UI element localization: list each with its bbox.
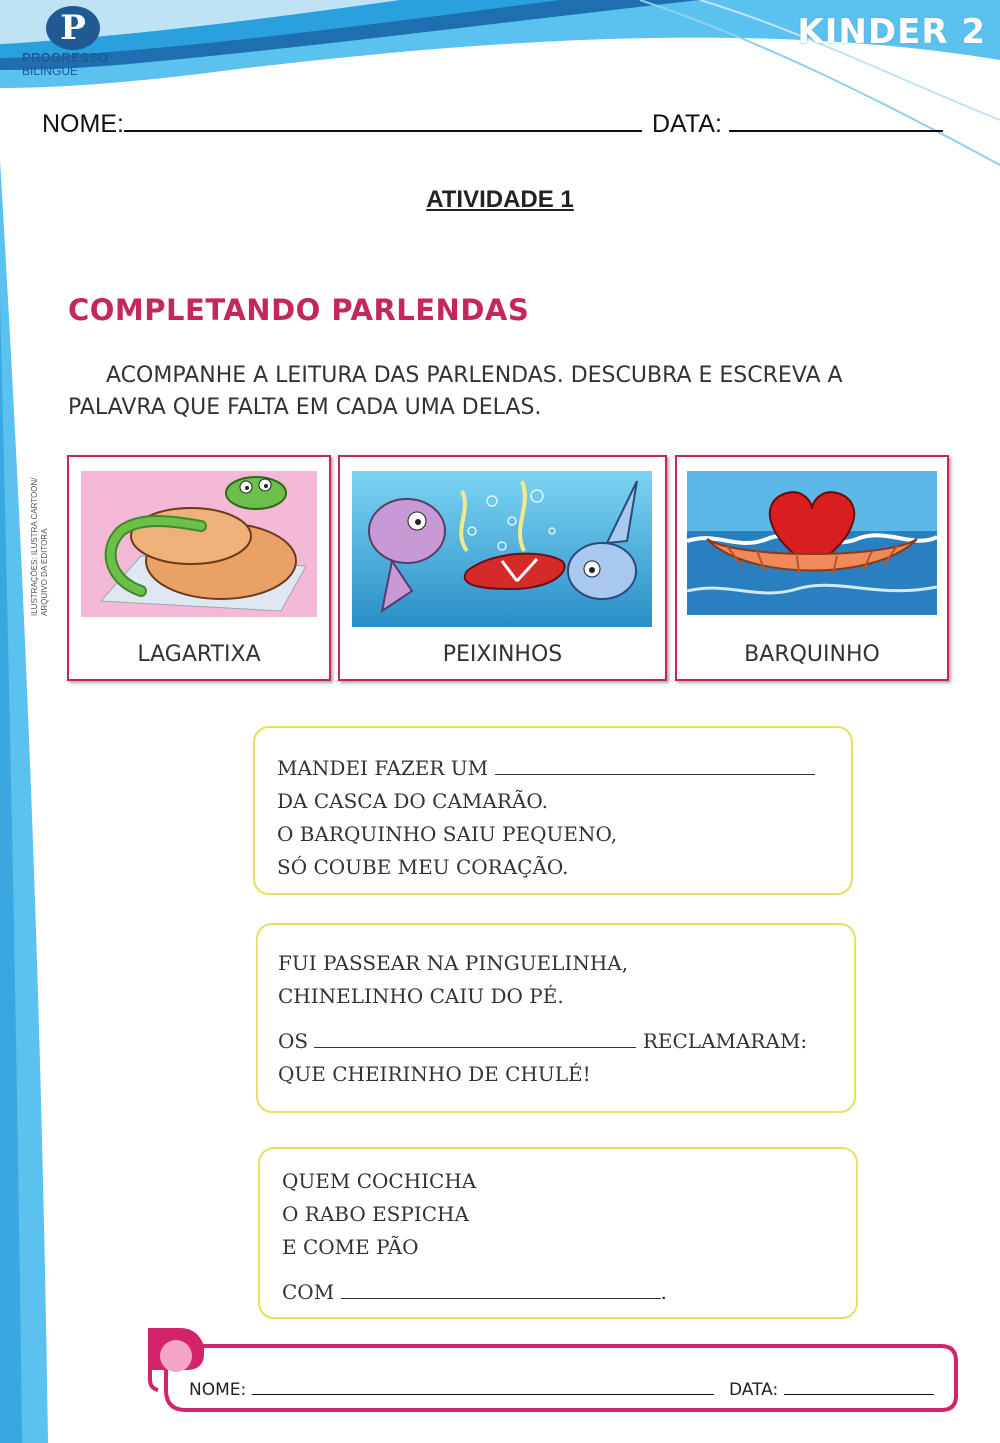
logo-icon: P bbox=[46, 6, 100, 50]
poem-box-1 bbox=[253, 726, 853, 895]
heart-boat-icon bbox=[687, 471, 937, 615]
fish-flipflop-icon bbox=[352, 471, 652, 627]
name-field bbox=[42, 106, 642, 139]
footer-name-label: NOME: bbox=[189, 1380, 247, 1400]
poem-line: OS RECLAMARAM: bbox=[278, 1029, 808, 1053]
footer-date-field bbox=[729, 1378, 934, 1400]
card-lagartixa bbox=[67, 455, 331, 681]
footer-name-field bbox=[189, 1378, 714, 1400]
poem-line: E COME PÃO bbox=[282, 1235, 419, 1259]
illustration-credit: ILUSTRAÇÕES: ILUSTRA CARTOON/ ARQUIVO DA EDITORA bbox=[30, 477, 49, 616]
poem-line: QUE CHEIRINHO DE CHULÉ! bbox=[278, 1062, 591, 1086]
poem-line: MANDEI FAZER UM bbox=[277, 756, 815, 780]
logo-subtext: BILÍNGUE bbox=[22, 64, 79, 78]
date-blank[interactable] bbox=[729, 106, 943, 132]
activity-title: ATIVIDADE 1 bbox=[426, 186, 574, 213]
card-label: PEIXINHOS bbox=[442, 642, 563, 667]
poem-line: O RABO ESPICHA bbox=[282, 1202, 469, 1226]
card-peixinhos bbox=[338, 455, 667, 681]
poem-line: DA CASCA DO CAMARÃO. bbox=[277, 789, 548, 813]
name-label: NOME: bbox=[42, 110, 124, 138]
instructions: ACOMPANHE A LEITURA DAS PARLENDAS. DESCUBRA E ESCREVA A PALAVRA QUE FALTA EM CADA UMA DELAS. bbox=[68, 363, 843, 420]
footer-date-label: DATA: bbox=[729, 1380, 779, 1400]
poem-line: COM . bbox=[282, 1280, 667, 1304]
poem-line: FUI PASSEAR NA PINGUELINHA, bbox=[278, 951, 629, 975]
poem-line: CHINELINHO CAIU DO PÉ. bbox=[278, 984, 564, 1008]
poem-line: SÓ COUBE MEU CORAÇÃO. bbox=[277, 855, 569, 879]
poem-line: QUEM COCHICHA bbox=[282, 1169, 477, 1193]
date-field bbox=[652, 106, 943, 139]
footer-frame bbox=[146, 1324, 962, 1416]
date-label: DATA: bbox=[652, 110, 722, 138]
poem-box-2 bbox=[256, 923, 856, 1113]
card-label: BARQUINHO bbox=[744, 642, 880, 667]
answer-blank[interactable] bbox=[495, 756, 815, 775]
logo-text: PROGRESSO bbox=[22, 50, 109, 65]
footer-name-blank[interactable] bbox=[252, 1378, 714, 1395]
section-title: COMPLETANDO PARLENDAS bbox=[68, 293, 530, 327]
poem-line: O BARQUINHO SAIU PEQUENO, bbox=[277, 822, 618, 846]
card-barquinho bbox=[675, 455, 949, 681]
grade-label: KINDER 2 bbox=[797, 12, 986, 52]
footer-date-blank[interactable] bbox=[784, 1378, 934, 1395]
lizard-bread-icon bbox=[81, 471, 317, 617]
name-blank[interactable] bbox=[124, 106, 642, 132]
answer-blank[interactable] bbox=[314, 1029, 636, 1048]
answer-blank[interactable] bbox=[341, 1280, 661, 1299]
left-side-stripe bbox=[0, 0, 60, 1443]
poem-box-3 bbox=[258, 1147, 858, 1319]
card-label: LAGARTIXA bbox=[137, 642, 261, 667]
